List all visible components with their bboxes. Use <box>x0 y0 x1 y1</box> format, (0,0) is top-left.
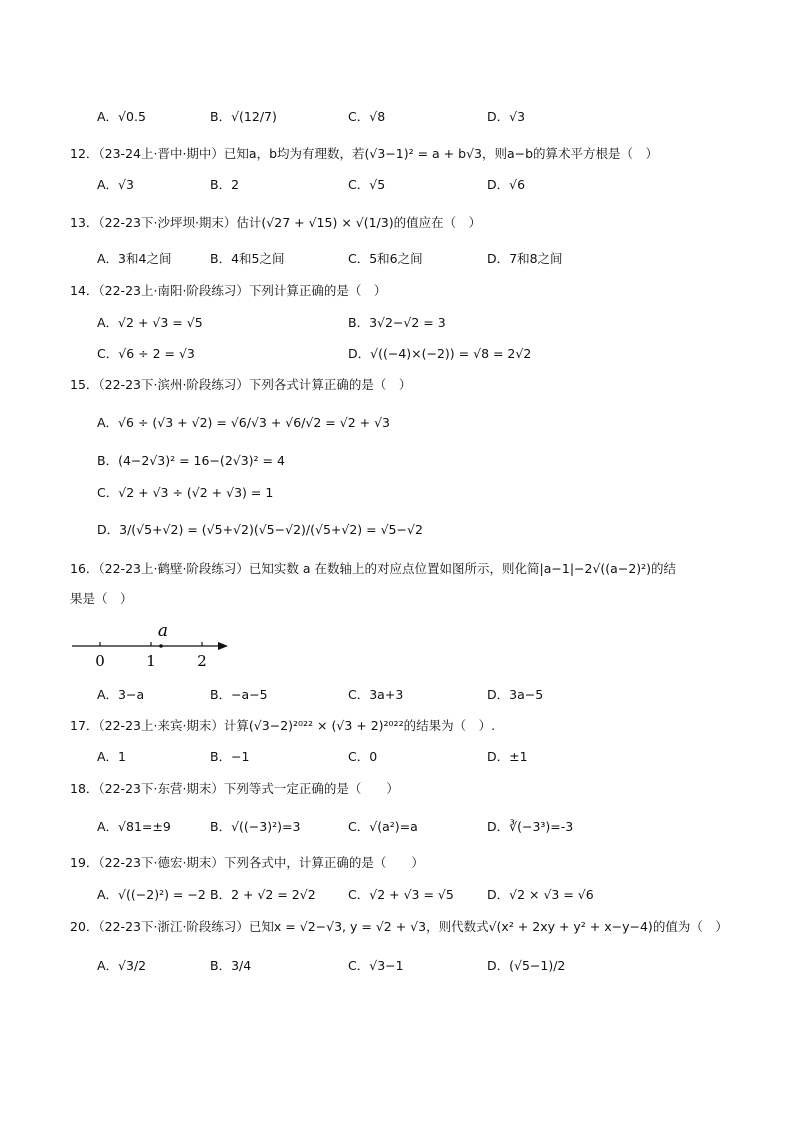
number-line-arrow <box>218 642 228 650</box>
q17-option-b: B．−1 <box>210 749 250 764</box>
q20-option-d: D．(√5−1)/2 <box>487 958 566 973</box>
q12-option-c: C．√5 <box>348 177 386 192</box>
q19-stem: 19．（22-23下·德宏·期末）下列各式中，计算正确的是（ ） <box>70 855 424 870</box>
q14-stem: 14．（22-23上·南阳·阶段练习）下列计算正确的是（ ） <box>70 283 387 298</box>
q11-option-c: C．√8 <box>348 109 386 124</box>
tick-label-1: 1 <box>146 652 156 670</box>
q16-option-c: C．3a+3 <box>348 687 404 702</box>
q18-option-b: B．√((−3)²)=3 <box>210 819 301 834</box>
q12-option-a: A．√3 <box>97 177 134 192</box>
q15-option-a: A．√6 ÷ (√3 + √2) = √6/√3 + √6/√2 = √2 + √3 <box>97 415 391 430</box>
point-a-label: a <box>157 621 169 641</box>
q19-option-d: D．√2 × √3 = √6 <box>487 887 594 902</box>
q12-stem: 12．（23-24上·晋中·期中）已知a，b均为有理数，若(√3−1)² = a + b√3，则a−b的算术平方根是（ ） <box>70 146 659 161</box>
q18-option-d: D．∛(−3³)=-3 <box>487 819 574 834</box>
q16-stem-line2: 果是（ ） <box>70 591 133 606</box>
q20-option-a: A．√3/2 <box>97 958 147 973</box>
q20-stem: 20．（22-23下·浙江·阶段练习）已知x = √2−√3, y = √2 + √3，则代数式√(x² + 2xy + y² + x−y−4)的值为（ ） <box>70 919 728 934</box>
q19-option-b: B．2 + √2 = 2√2 <box>210 887 316 902</box>
q16-option-a: A．3−a <box>97 687 145 702</box>
q16-option-b: B．−a−5 <box>210 687 268 702</box>
q18-option-c: C．√(a²)=a <box>348 819 418 834</box>
q13-option-a: A．3和4之间 <box>97 251 172 266</box>
q15-stem: 15．（22-23下·滨州·阶段练习）下列各式计算正确的是（ ） <box>70 377 412 392</box>
q11-option-a: A．√0.5 <box>97 109 146 124</box>
q17-option-d: D．±1 <box>487 749 528 764</box>
q17-option-c: C．0 <box>348 749 378 764</box>
q17-option-a: A．1 <box>97 749 127 764</box>
q17-stem: 17．（22-23上·来宾·期末）计算(√3−2)²⁰²² × (√3 + 2)²⁰²²的结果为（ ）. <box>70 718 496 733</box>
q12-option-b: B．2 <box>210 177 240 192</box>
q14-option-d: D．√((−4)×(−2)) = √8 = 2√2 <box>348 346 532 361</box>
tick-label-2: 2 <box>197 652 207 670</box>
tick-label-0: 0 <box>95 652 105 670</box>
q13-option-b: B．4和5之间 <box>210 251 285 266</box>
q15-option-b: B．(4−2√3)² = 16−(2√3)² = 4 <box>97 453 285 468</box>
q11-option-d: D．√3 <box>487 109 526 124</box>
q13-stem: 13．（22-23下·沙坪坝·期末）估计(√27 + √15) × √(1/3)的值应在（ ） <box>70 215 482 230</box>
q18-stem: 18．（22-23下·东营·期末）下列等式一定正确的是（ ） <box>70 781 399 796</box>
q20-option-c: C．√3−1 <box>348 958 404 973</box>
q11-option-b: B．√(12/7) <box>210 109 277 124</box>
number-line-figure <box>70 618 240 674</box>
q14-option-c: C．√6 ÷ 2 = √3 <box>97 346 195 361</box>
q15-option-d: D．3/(√5+√2) = (√5+√2)(√5−√2)/(√5+√2) = √5−√2 <box>97 522 423 537</box>
q15-option-c: C．√2 + √3 ÷ (√2 + √3) = 1 <box>97 485 274 500</box>
q16-option-d: D．3a−5 <box>487 687 544 702</box>
point-a-dot <box>159 644 163 648</box>
q13-option-d: D．7和8之间 <box>487 251 563 266</box>
q12-option-d: D．√6 <box>487 177 526 192</box>
q18-option-a: A．√81=±9 <box>97 819 171 834</box>
q13-option-c: C．5和6之间 <box>348 251 423 266</box>
q19-option-a: A．√((−2)²) = −2 <box>97 887 206 902</box>
q14-option-a: A．√2 + √3 = √5 <box>97 315 203 330</box>
q20-option-b: B．3/4 <box>210 958 252 973</box>
q19-option-c: C．√2 + √3 = √5 <box>348 887 454 902</box>
q14-option-b: B．3√2−√2 = 3 <box>348 315 446 330</box>
q16-stem-line1: 16．（22-23上·鹤壁·阶段练习）已知实数 a 在数轴上的对应点位置如图所示，则化简|a−1|−2√((a−2)²)的结 <box>70 561 677 576</box>
